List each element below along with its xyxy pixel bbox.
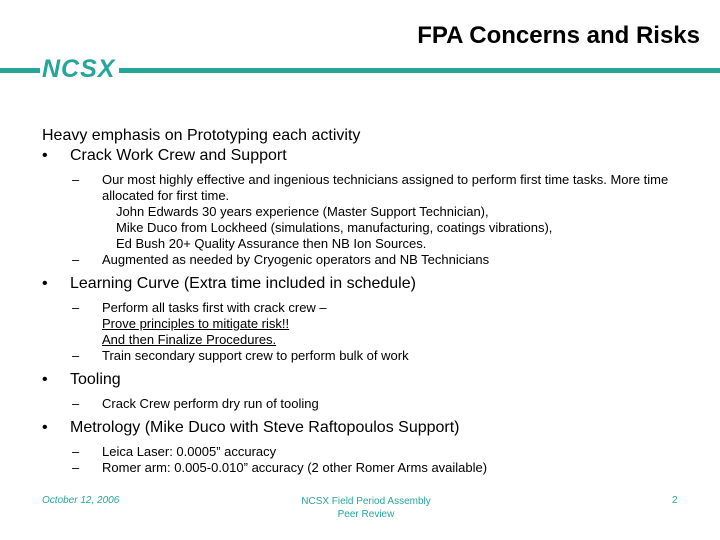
footer-date: October 12, 2006 xyxy=(42,495,120,506)
subitem-text: Augmented as needed by Cryogenic operators and NB Technicians xyxy=(102,252,490,267)
ncsx-logo: NCSX xyxy=(40,56,119,82)
subitem-text: Train secondary support crew to perform bulk of work xyxy=(102,348,409,363)
bullet-crack-work-crew xyxy=(42,146,702,166)
bullet-icon: • xyxy=(42,419,48,436)
slide-body xyxy=(42,126,702,476)
name-mike-duco: Mike Duco from Lockheed (simulations, manufacturing, coatings vibrations), xyxy=(116,220,553,235)
footer-title-line1: NCSX Field Period Assembly xyxy=(301,496,431,507)
footer-title xyxy=(250,495,482,521)
slide-heading: Heavy emphasis on Prototyping each activity xyxy=(42,127,361,144)
subitem-text: Romer arm: 0.005-0.010” accuracy (2 other Romer Arms available) xyxy=(102,460,488,475)
bullet-icon: • xyxy=(42,147,48,164)
subitem-text: Perform all tasks first with crack crew – xyxy=(102,300,327,315)
name-john-edwards: John Edwards 30 years experience (Master Support Technician), xyxy=(116,204,489,219)
prove-principles-text: Prove principles to mitigate risk!! xyxy=(102,316,290,331)
bullet-label: Crack Work Crew and Support xyxy=(70,147,287,164)
bullet-tooling xyxy=(42,370,702,390)
dash-icon: – xyxy=(72,300,80,315)
subitem-text: Crack Crew perform dry run of tooling xyxy=(102,396,319,411)
dash-icon: – xyxy=(72,348,80,363)
subitem-augmented xyxy=(42,252,702,268)
bullet-metrology xyxy=(42,418,702,438)
slide-title: FPA Concerns and Risks xyxy=(417,22,700,49)
dash-icon: – xyxy=(72,396,80,411)
subitem-secondary-crew xyxy=(42,348,702,364)
bullet-icon: • xyxy=(42,371,48,388)
page-number: 2 xyxy=(672,495,678,506)
dash-icon: – xyxy=(72,252,80,267)
bullet-learning-curve xyxy=(42,274,702,294)
subitem-text: Leica Laser: 0.0005” accuracy xyxy=(102,444,277,459)
bullet-label: Learning Curve (Extra time included in schedule) xyxy=(70,275,416,292)
subitem-crack-crew-first xyxy=(42,300,702,348)
name-ed-bush: Ed Bush 20+ Quality Assurance then NB Ion Sources. xyxy=(116,236,427,251)
dash-icon: – xyxy=(72,172,80,187)
finalize-procedures-text: And then Finalize Procedures. xyxy=(102,332,277,347)
subitem-leica-laser xyxy=(42,444,702,460)
bullet-label: Metrology (Mike Duco with Steve Raftopoulos Support) xyxy=(70,419,460,436)
subitem-romer-arm xyxy=(42,460,702,476)
dash-icon: – xyxy=(72,460,80,475)
subitem-technicians xyxy=(42,172,702,204)
bullet-icon: • xyxy=(42,275,48,292)
bullet-label: Tooling xyxy=(70,371,121,388)
subitem-dry-run xyxy=(42,396,702,412)
dash-icon: – xyxy=(72,444,80,459)
footer-title-line2: Peer Review xyxy=(337,509,395,520)
subitem-text: Our most highly effective and ingenious technicians assigned to perform first time tasks. More time allocated for first time. xyxy=(102,172,669,203)
